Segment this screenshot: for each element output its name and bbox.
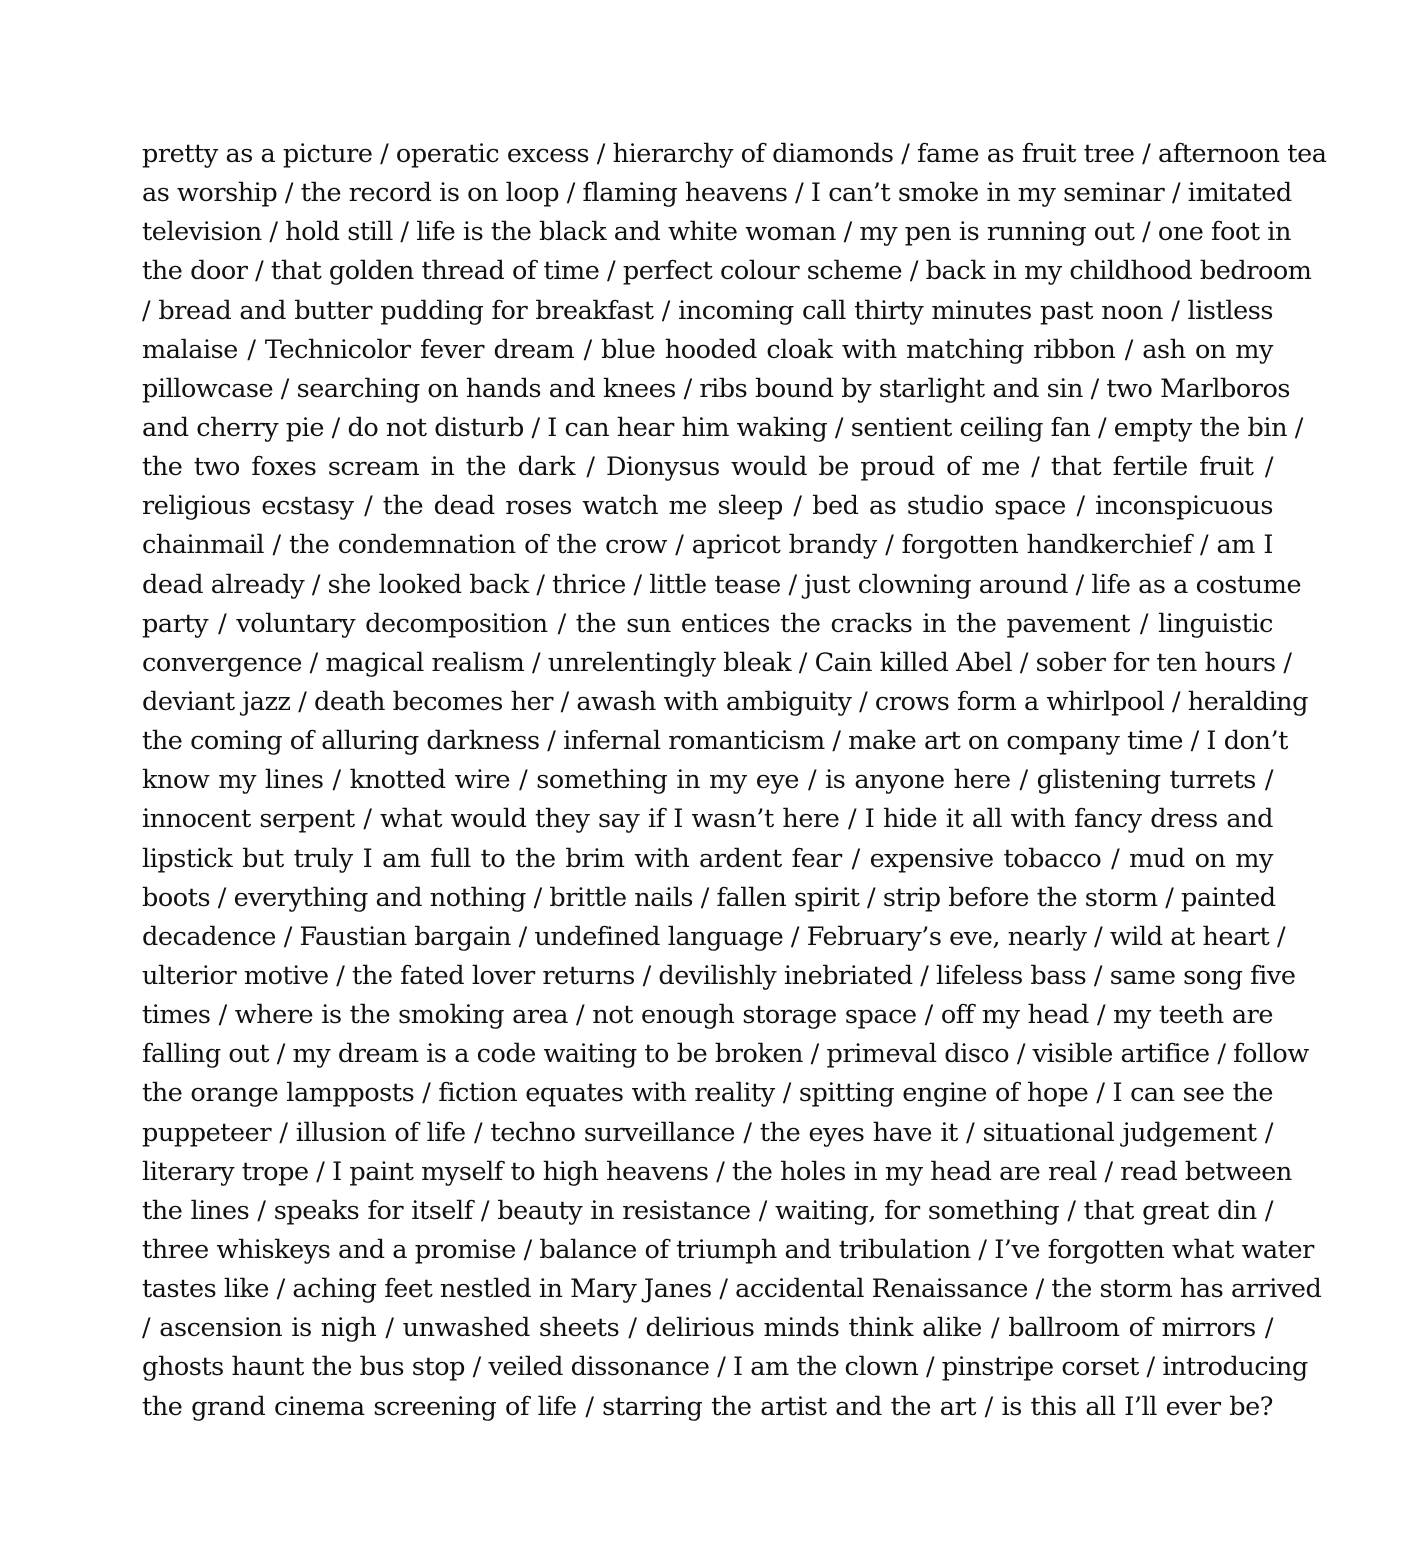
poem-line-8: and cherry pie / do not disturb / I can hear him waking / sentient ceiling fan / empty the bin / [142,412,1303,443]
poem-line-20: boots / everything and nothing / brittle nails / fallen spirit / strip before the storm / painted [142,882,1276,913]
poem-line-3: television / hold still / life is the black and white woman / my pen is running out / one foot in [142,217,1291,248]
poem-line-23: times / where is the smoking area / not enough storage space / off my head / my teeth are [142,1000,1273,1031]
poem-line-14: convergence / magical realism / unrelentingly bleak / Cain killed Abel / sober for ten hours / [142,647,1292,678]
poem-body [142,135,1327,1427]
poem-line-16: the coming of alluring darkness / infernal romanticism / make art on company time / I don’t [142,726,1288,757]
poem-line-11: chainmail / the condemnation of the crow / apricot brandy / forgotten handkerchief / am I [142,530,1273,561]
poem-line-19: lipstick but truly I am full to the brim with ardent fear / expensive tobacco / mud on my [142,843,1273,874]
poem-line-7: pillowcase / searching on hands and knees / ribs bound by starlight and sin / two Marlboros [142,373,1291,404]
poem-line-6: malaise / Technicolor fever dream / blue hooded cloak with matching ribbon / ash on my [142,334,1273,365]
poem-line-22: ulterior motive / the fated lover returns / devilishly inebriated / lifeless bass / same song five [142,960,1296,991]
poem-line-9: the two foxes scream in the dark / Dionysus would be proud of me / that fertile fruit / [142,452,1273,483]
poem-line-2: as worship / the record is on loop / flaming heavens / I can’t smoke in my seminar / imitated [142,178,1292,209]
poem-line-28: the lines / speaks for itself / beauty in resistance / waiting, for something / that great din / [142,1195,1273,1226]
poem-line-17: know my lines / knotted wire / something in my eye / is anyone here / glistening turrets / [142,765,1273,796]
poem-line-26: puppeteer / illusion of life / techno surveillance / the eyes have it / situational judgement / [142,1117,1273,1148]
poem-line-25: the orange lampposts / fiction equates with reality / spitting engine of hope / I can see the [142,1078,1273,1109]
poem-line-33: the grand cinema screening of life / starring the artist and the art / is this all I’ll ever be? [142,1391,1273,1422]
poem-line-5: / bread and butter pudding for breakfast / incoming call thirty minutes past noon / listless [142,295,1273,326]
poem-line-32: ghosts haunt the bus stop / veiled dissonance / I am the clown / pinstripe corset / introducing [142,1352,1308,1383]
poem-line-21: decadence / Faustian bargain / undefined language / February’s eve, nearly / wild at heart / [142,921,1286,952]
poem-line-15: deviant jazz / death becomes her / awash with ambiguity / crows form a whirlpool / heralding [142,686,1309,717]
poem-line-18: innocent serpent / what would they say if I wasn’t here / I hide it all with fancy dress and [142,804,1273,835]
poem-line-10: religious ecstasy / the dead roses watch me sleep / bed as studio space / inconspicuous [142,491,1273,522]
poem-line-24: falling out / my dream is a code waiting to be broken / primeval disco / visible artifice / follow [142,1039,1309,1070]
poem-line-30: tastes like / aching feet nestled in Mary Janes / accidental Renaissance / the storm has arrived [142,1274,1322,1305]
poem-line-1: pretty as a picture / operatic excess / hierarchy of diamonds / fame as fruit tree / afternoon tea [142,139,1327,169]
poem-line-29: three whiskeys and a promise / balance of triumph and tribulation / I’ve forgotten what water [142,1234,1314,1265]
poem-line-12: dead already / she looked back / thrice / little tease / just clowning around / life as a costume [142,569,1302,600]
poem-line-13: party / voluntary decomposition / the sun entices the cracks in the pavement / linguistic [142,608,1273,639]
poem-line-4: the door / that golden thread of time / perfect colour scheme / back in my childhood bedroom [142,256,1312,287]
poem-line-27: literary trope / I paint myself to high heavens / the holes in my head are real / read between [142,1156,1292,1187]
poem-line-31: / ascension is nigh / unwashed sheets / delirious minds think alike / ballroom of mirrors / [142,1313,1273,1344]
